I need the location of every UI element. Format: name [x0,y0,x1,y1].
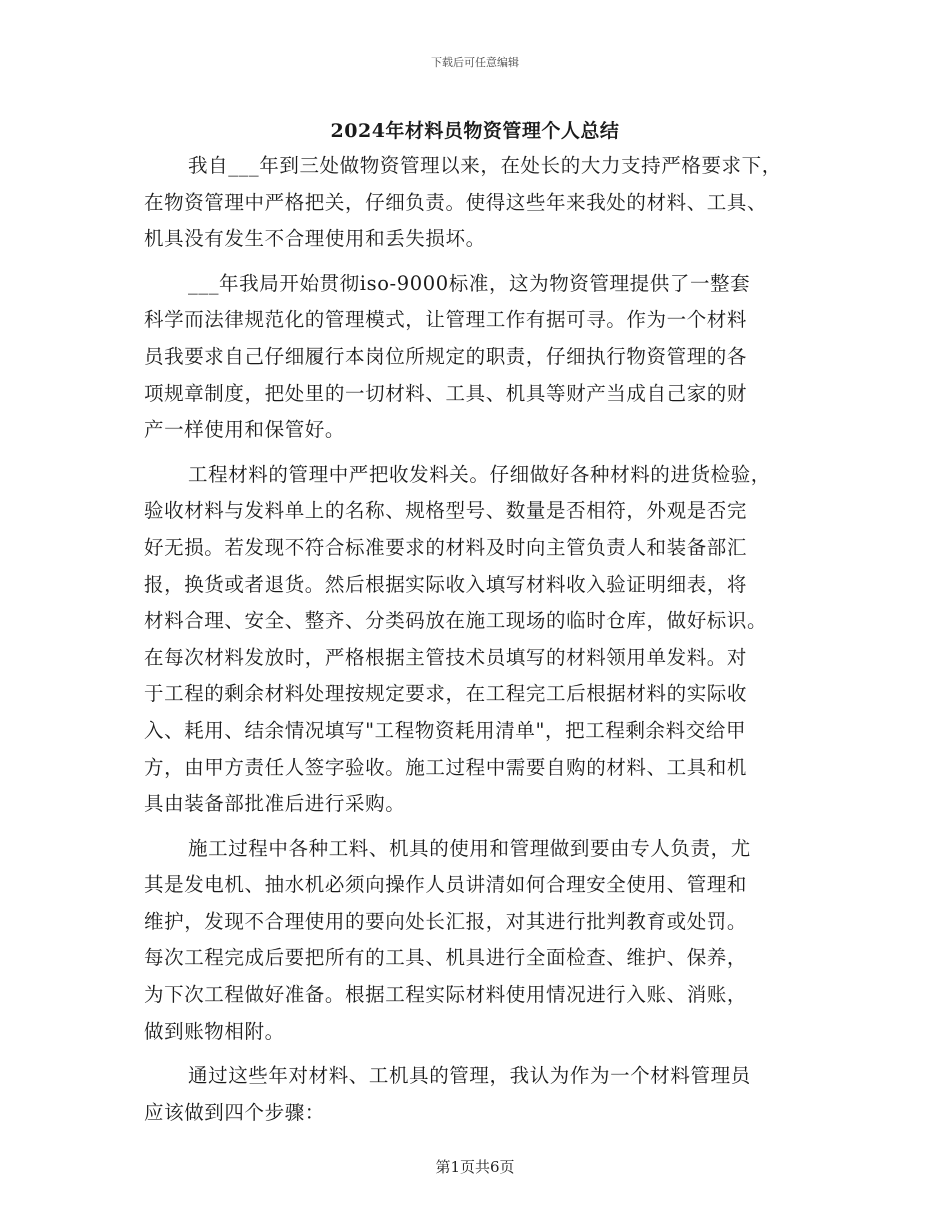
paragraph-line: 于工程的剩余材料处理按规定要求，在工程完工后根据材料的实际收 [144,682,748,706]
paragraph-line: 在每次材料发放时，严格根据主管技术员填写的材料领用单发料。对 [144,645,748,669]
paragraph-line: 项规章制度，把处里的一切材料、工具、机具等财产当成自己家的财 [144,381,748,405]
paragraph [144,457,809,823]
paragraph-line: 做到账物相附。 [144,1019,285,1043]
page-footer: 第1页共6页 [435,1158,515,1176]
paragraph-line: 为下次工程做好准备。根据工程实际材料使用情况进行入账、消账， [144,983,748,1007]
paragraph-line: 入、耗用、结余情况填写"工程物资耗用清单"，把工程剩余料交给甲 [144,718,747,742]
paragraph-line: 应该做到四个步骤： [144,1100,325,1124]
paragraph-line: 施工过程中各种工料、机具的使用和管理做到要由专人负责，尤 [188,836,751,860]
paragraph [144,266,809,449]
paragraph-line: 材料合理、安全、整齐、分类码放在施工现场的临时仓库，做好标识。 [144,609,768,633]
document-title: 2024年材料员物资管理个人总结 [330,120,620,142]
paragraph-line: 好无损。若发现不符合标准要求的材料及时向主管负责人和装备部汇 [144,535,748,559]
paragraph-line: 每次工程完成后要把所有的工具、机具进行全面检查、维护、保养， [144,946,748,970]
paragraph [144,1058,809,1131]
paragraph-line: 其是发电机、抽水机必须向操作人员讲清如何合理安全使用、管理和 [144,873,748,897]
paragraph-line: 员我要求自己仔细履行本岗位所规定的职责，仔细执行物资管理的各 [144,344,748,368]
paragraph-line: 产一样使用和保管好。 [144,418,346,442]
paragraph [144,831,809,1051]
paragraph-line: 我自___年到三处做物资管理以来，在处长的大力支持严格要求下， [188,154,782,177]
paragraph-line: 工程材料的管理中严把收发料关。仔细做好各种材料的进货检验， [188,462,771,486]
paragraph [144,148,809,258]
header-note: 下载后可任意编辑 [431,56,519,69]
paragraph-line: 科学而法律规范化的管理模式，让管理工作有据可寻。作为一个材料 [144,308,748,332]
paragraph-line: ___年我局开始贯彻iso-9000标准，这为物资管理提供了一整套 [188,271,751,295]
document-body [144,148,809,1131]
paragraph-line: 验收材料与发料单上的名称、规格型号、数量是否相符，外观是否完 [144,499,748,523]
paragraph-line: 在物资管理中严格把关，仔细负责。使得这些年来我处的材料、工具、 [144,190,768,214]
paragraph-line: 具由装备部批准后进行采购。 [144,792,406,816]
paragraph-line: 通过这些年对材料、工机具的管理，我认为作为一个材料管理员 [188,1064,751,1088]
paragraph-line: 机具没有发生不合理使用和丢失损坏。 [144,227,486,251]
paragraph-line: 维护，发现不合理使用的要向处长汇报，对其进行批判教育或处罚。 [144,909,748,933]
paragraph-line: 报，换货或者退货。然后根据实际收入填写材料收入验证明细表，将 [144,572,748,596]
paragraph-line: 方，由甲方责任人签字验收。施工过程中需要自购的材料、工具和机 [144,755,748,779]
